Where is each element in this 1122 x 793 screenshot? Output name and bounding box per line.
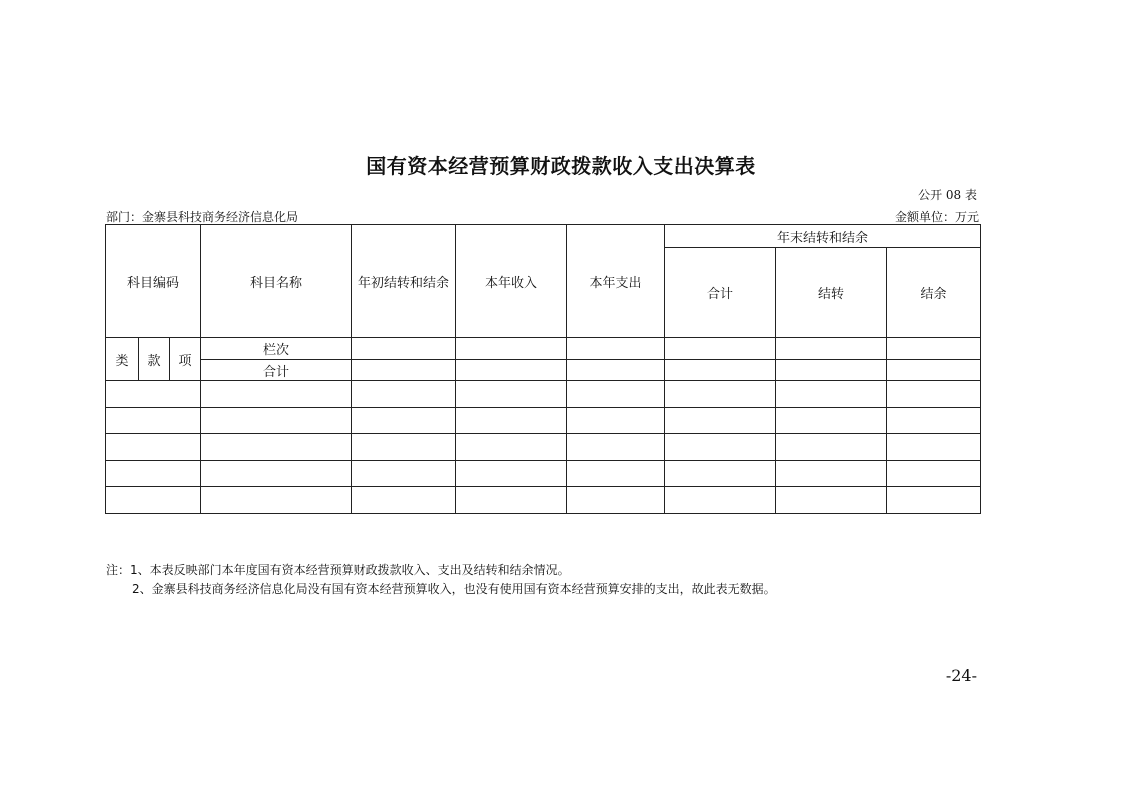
cell [456,461,567,487]
header-category: 类 [106,338,139,381]
cell [776,381,887,408]
notes [106,561,776,599]
cell [665,360,776,381]
cell [456,360,567,381]
table-row [106,408,981,434]
cell [456,381,567,408]
cell [567,434,665,461]
table-row [106,434,981,461]
header-subject-code: 科目编码 [106,225,201,338]
header-subject-name: 科目名称 [201,225,352,338]
cell [352,408,456,434]
cell [776,338,887,360]
cell [201,461,352,487]
cell [352,338,456,360]
cell [456,338,567,360]
cell [665,381,776,408]
cell [201,381,352,408]
table-title: 国有资本经营预算财政拨款收入支出决算表 [366,154,756,178]
cell [887,461,981,487]
cell [106,434,201,461]
cell [665,338,776,360]
table-row [106,461,981,487]
header-carryover: 结转 [776,248,887,338]
cell [456,434,567,461]
header-total: 合计 [665,248,776,338]
department-label: 部门：金寨县科技商务经济信息化局 [106,210,299,224]
cell [201,487,352,514]
cell [106,461,201,487]
cell [776,461,887,487]
header-surplus: 结余 [887,248,981,338]
cell [665,408,776,434]
cell [665,461,776,487]
header-opening-balance: 年初结转和结余 [352,225,456,338]
note-2: 2、金寨县科技商务经济信息化局没有国有资本经营预算收入，也没有使用国有资本经营预算安排的支出，故此表无数据。 [132,582,776,596]
form-code: 公开 08 表 [918,188,977,202]
cell [352,487,456,514]
cell [567,381,665,408]
cell [567,338,665,360]
cell [456,487,567,514]
header-section: 款 [139,338,170,381]
budget-table [105,224,981,514]
cell [776,487,887,514]
cell [567,461,665,487]
cell [887,381,981,408]
unit-label: 金额单位：万元 [894,210,979,224]
cell [201,408,352,434]
cell [567,487,665,514]
table-row [106,381,981,408]
header-current-expense: 本年支出 [567,225,665,338]
cell [106,381,201,408]
cell [887,434,981,461]
cell [352,434,456,461]
header-item: 项 [170,338,201,381]
cell [665,434,776,461]
column-number-label: 栏次 [201,338,352,360]
cell [352,360,456,381]
header-current-income: 本年收入 [456,225,567,338]
page-number: -24- [945,666,977,685]
cell [887,360,981,381]
cell [106,487,201,514]
table-row [106,487,981,514]
cell [776,434,887,461]
note-1: 注：1、本表反映部门本年度国有资本经营预算财政拨款收入、支出及结转和结余情况。 [106,563,570,577]
cell [776,408,887,434]
cell [887,408,981,434]
cell [567,360,665,381]
cell [887,487,981,514]
cell [567,408,665,434]
cell [201,434,352,461]
cell [352,381,456,408]
cell [352,461,456,487]
cell [776,360,887,381]
cell [456,408,567,434]
header-year-end-group: 年末结转和结余 [665,225,981,248]
cell [106,408,201,434]
cell [665,487,776,514]
sum-row-label: 合计 [201,360,352,381]
cell [887,338,981,360]
